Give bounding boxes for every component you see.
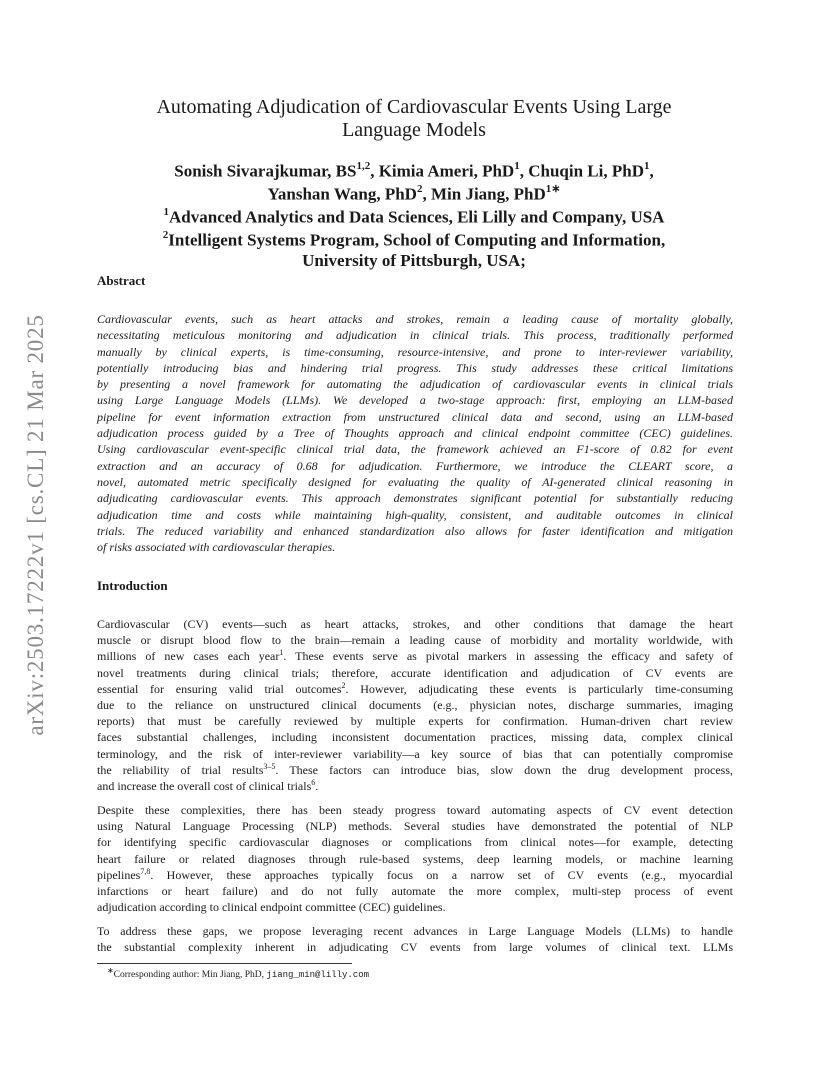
affiliation-marker: 1,2 (356, 160, 371, 172)
text-segment: . However, these approaches typically focus on a narrow set of CV events (e.g., myocardial (150, 867, 733, 882)
text-line: Despite these complexities, there has been steady progress toward automating aspects of CV event detection (97, 803, 733, 817)
author-name: , Kimia Ameri, PhD (370, 161, 515, 181)
text-line: manually by clinical experts, is time-consuming, resource-intensive, and prone to inter-reviewer variability, (97, 344, 733, 359)
citation-superscript: 6 (311, 778, 316, 788)
arxiv-sidebar (16, 290, 56, 760)
title-line-1: Automating Adjudication of Cardiovascular Events Using Large (156, 96, 672, 118)
text-line: adjudication time and costs while maintaining high-quality, consistent, and auditable outcomes in clinical (97, 507, 733, 522)
affiliation-marker: 2 (416, 183, 423, 196)
citation-superscript: 3–5 (263, 761, 276, 771)
text-line (97, 778, 733, 794)
arxiv-identifier: arXiv:2503.17222v1 [cs.CL] 21 Mar 2025 (23, 314, 48, 736)
text-segment: the reliability of trial results (97, 762, 264, 777)
abstract-body (97, 311, 733, 555)
footnote-text: Corresponding author: Min Jiang, PhD, (113, 970, 267, 981)
author-block (80, 158, 748, 270)
author-line-2 (80, 181, 748, 204)
introduction-paragraph-3 (97, 923, 733, 955)
author-name: Sonish Sivarajkumar, BS (174, 161, 357, 181)
text-line: muscle or disrupt blood flow to the brain—remain a leading cause of morbidity and mortality worldwide, with (97, 633, 733, 648)
text-line: trials. The reduced variability and enhanced standardization also allows for faster identification and mitigation (97, 523, 733, 538)
text-line (97, 867, 733, 883)
text-segment: . (315, 779, 319, 794)
text-line: novel treatments during clinical trials; therefore, accurate identification and adjudication of CV events are (97, 665, 733, 680)
title-line-2: Language Models (342, 119, 486, 141)
text-line (97, 762, 733, 778)
text-line: Cardiovascular (CV) events—such as heart attacks, strokes, and other conditions that damage the heart (97, 617, 733, 631)
text-line: To address these gaps, we propose leveraging recent advances in Large Language Models (LLMs) to handle (97, 924, 733, 938)
text-line: using Large Language Models (LLMs). We developed a two-stage approach: first, employing an LLM-based (97, 393, 733, 408)
corresponding-email: jiang_min@lilly.com (266, 970, 370, 981)
author-name: , Min Jiang, PhD (422, 184, 546, 204)
text-line: due to the reliance on unstructured clinical documents (e.g., physician notes, discharge summaries, imaging (97, 698, 733, 713)
text-line: potentially introducing bias and hindering trial progress. This study addresses these critical limitations (97, 360, 733, 375)
affiliation-marker: 1 (514, 160, 520, 172)
affiliation-marker: 2 (162, 229, 169, 242)
text-line: by presenting a novel framework for automating the adjudication of cardiovascular events in clinical trials (97, 377, 733, 392)
text-line: infarctions or heart failure) and do not fully automate the more complex, multi-step process of event (97, 884, 733, 899)
text-line: heart failure or related diagnoses through rule-based systems, deep learning models, or machine learning (97, 851, 733, 866)
text-line: pipeline for event information extraction from unstructured clinical data and second, using an LLM-based (97, 409, 733, 424)
introduction-paragraph-1 (97, 616, 733, 794)
affiliation-text: Intelligent Systems Program, School of Computing and Information, (168, 231, 666, 251)
text-line (97, 648, 733, 664)
introduction-heading: Introduction (97, 578, 168, 593)
affiliation-marker: 1∗ (545, 183, 561, 196)
citation-superscript: 2 (341, 680, 346, 690)
affiliation-marker: 1 (163, 206, 170, 219)
author-separator: , (649, 161, 654, 181)
citation-superscript: 7,8 (140, 866, 151, 876)
footnote (107, 966, 707, 980)
text-line: using Natural Language Processing (NLP) methods. Several studies have demonstrated the potential of NLP (97, 819, 733, 834)
introduction-paragraph-2 (97, 802, 733, 915)
text-line: adjudication process guided by a Tree of Thoughts approach and clinical endpoint committee (CEC) guidelines. (97, 426, 733, 441)
affiliation-1 (80, 204, 748, 227)
text-line (97, 681, 733, 697)
text-segment: and increase the overall cost of clinical trials (97, 779, 312, 794)
affiliation-marker: 1 (643, 160, 650, 172)
affiliation-text: Advanced Analytics and Data Sciences, Eli Lilly and Company, USA (169, 207, 665, 227)
footnote-rule (97, 963, 352, 964)
text-line: adjudication according to clinical endpoint committee (CEC) guidelines. (97, 900, 446, 915)
text-line: of risks associated with cardiovascular therapies. (97, 540, 336, 555)
text-line: adjudicating cardiovascular events. This approach demonstrates significant potential for substantially reducing (97, 491, 733, 506)
affiliation-2-continued: University of Pittsburgh, USA; (302, 250, 526, 270)
footnote-marker: ∗ (107, 966, 114, 975)
text-line: Cardiovascular events, such as heart attacks and strokes, remain a leading cause of mortality globally, (97, 312, 733, 326)
author-line-1 (80, 158, 748, 181)
text-line: reports) that must be carefully reviewed by multiple experts for confirmation. Human-driven chart review (97, 714, 733, 729)
abstract-heading: Abstract (97, 273, 146, 288)
text-line: terminology, and the risk of inter-reviewer variability—a key source of bias that can potentially compromise (97, 746, 733, 761)
text-segment: . However, adjudicating these events is particularly time-consuming (345, 681, 733, 696)
text-segment: essential for ensuring valid trial outcomes (97, 681, 342, 696)
text-line: extraction and an accuracy of 0.68 for adjudication. Furthermore, we introduce the CLEART score, a (97, 458, 733, 473)
paper-title (90, 96, 738, 142)
author-name: Yanshan Wang, PhD (267, 184, 417, 204)
text-line: faces substantial challenges, including inconsistent documentation practices, missing data, complex clinical (97, 730, 733, 745)
text-line: the substantial complexity inherent in adjudicating CV events from large volumes of clinical text. LLMs (97, 940, 733, 955)
text-segment: . These factors can introduce bias, slow down the drug development process, (275, 762, 733, 777)
text-line: novel, automated metric specifically designed for evaluating the quality of AI-generated clinical reasoning in (97, 474, 733, 489)
citation-superscript: 1 (279, 648, 284, 658)
text-line: necessitating meticulous monitoring and adjudication in clinical trials. This process, traditionally performed (97, 328, 733, 343)
text-line: for identifying specific cardiovascular diagnoses or complications from clinical notes—for example, detecting (97, 835, 733, 850)
affiliation-2 (80, 227, 748, 250)
text-line: Using cardiovascular event-specific clinical trial data, the framework achieved an F1-score of 0.82 for event (97, 442, 733, 457)
text-segment: pipelines (97, 867, 141, 882)
text-segment: millions of new cases each year (97, 649, 280, 664)
author-name: , Chuqin Li, PhD (519, 161, 644, 181)
text-segment: . These events serve as pivotal markers in assessing the efficacy and safety of (283, 649, 733, 664)
